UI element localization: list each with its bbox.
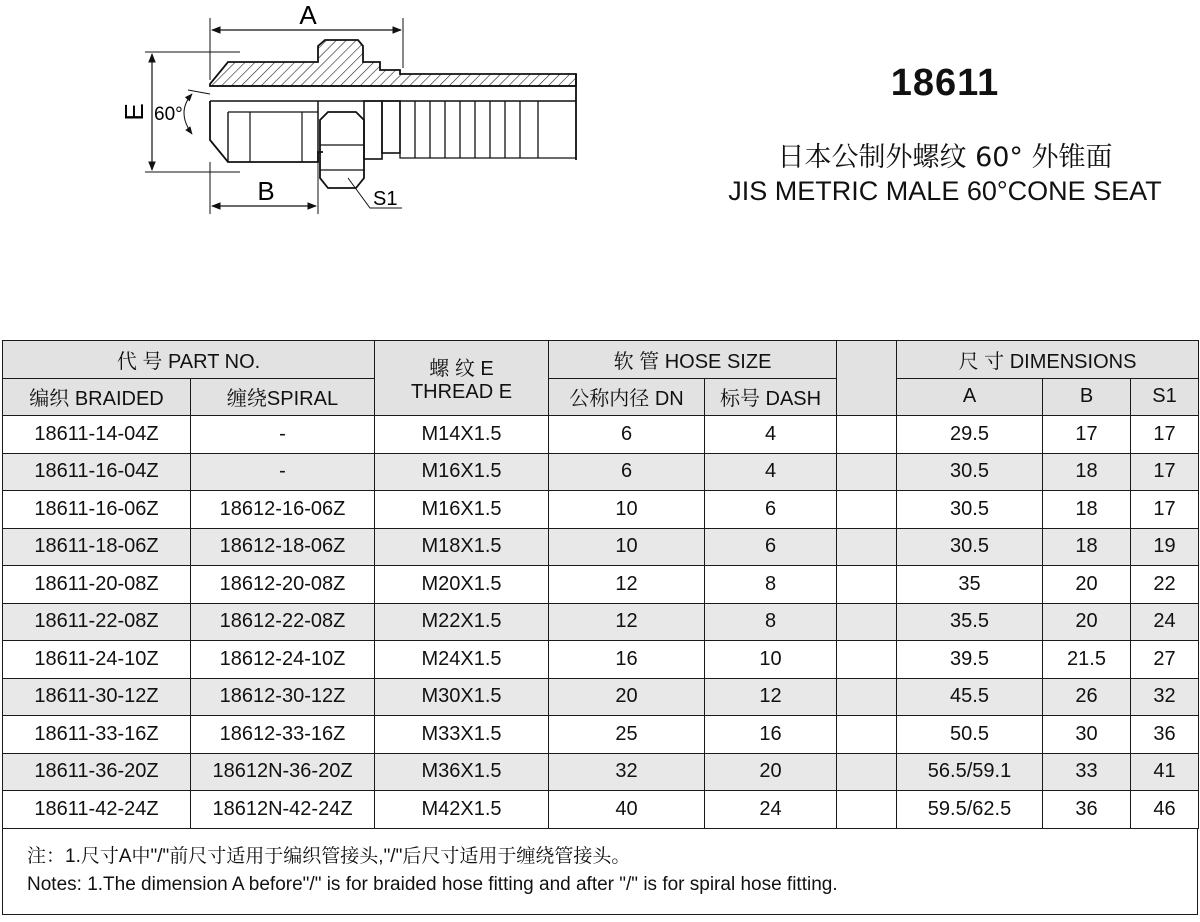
cell-braided: 18611-42-24Z (3, 791, 191, 829)
cell-s1: 41 (1131, 753, 1199, 791)
cell-a: 35 (897, 566, 1043, 604)
cell-spiral: 18612-18-06Z (191, 528, 375, 566)
cell-dash: 10 (705, 641, 837, 679)
cell-spiral: 18612-24-10Z (191, 641, 375, 679)
table-row (3, 791, 1199, 829)
header-spiral: 缠绕SPIRAL (191, 378, 375, 416)
angle-label: 60° (154, 104, 183, 125)
cell-blank (837, 753, 897, 791)
note-chinese: 注：1.尺寸A中"/"前尺寸适用于编织管接头,"/"后尺寸适用于缠绕管接头。 (27, 845, 631, 867)
note-english: Notes: 1.The dimension A before"/" is for braided hose fitting and after "/" is for spiral hose fitting. (27, 873, 838, 895)
cell-thread: M20X1.5 (375, 566, 549, 604)
cell-spiral: - (191, 416, 375, 454)
cell-dash: 24 (705, 791, 837, 829)
cell-braided: 18611-16-06Z (3, 491, 191, 529)
cell-spiral: 18612N-36-20Z (191, 753, 375, 791)
header-hose-size: 软 管 HOSE SIZE (549, 341, 837, 379)
cell-blank (837, 491, 897, 529)
cell-braided: 18611-22-08Z (3, 603, 191, 641)
cell-braided: 18611-30-12Z (3, 678, 191, 716)
header-s1: S1 (1131, 378, 1199, 416)
cell-b: 18 (1043, 491, 1131, 529)
cell-a: 45.5 (897, 678, 1043, 716)
cell-blank (837, 716, 897, 754)
cell-blank (837, 416, 897, 454)
cell-s1: 27 (1131, 641, 1199, 679)
cell-s1: 17 (1131, 491, 1199, 529)
cell-a: 50.5 (897, 716, 1043, 754)
cell-braided: 18611-14-04Z (3, 416, 191, 454)
table-row (3, 716, 1199, 754)
cell-blank (837, 603, 897, 641)
cell-dn: 6 (549, 416, 705, 454)
table-row (3, 453, 1199, 491)
fitting-drawing (0, 0, 620, 240)
cell-braided: 18611-24-10Z (3, 641, 191, 679)
cell-b: 17 (1043, 416, 1131, 454)
notes (2, 829, 1198, 915)
table-row (3, 528, 1199, 566)
barbs (400, 101, 576, 158)
cell-thread: M16X1.5 (375, 491, 549, 529)
cell-s1: 17 (1131, 453, 1199, 491)
table-row (3, 678, 1199, 716)
cell-dash: 6 (705, 491, 837, 529)
cell-braided: 18611-36-20Z (3, 753, 191, 791)
cell-dn: 12 (549, 566, 705, 604)
cell-s1: 24 (1131, 603, 1199, 641)
cell-dash: 4 (705, 453, 837, 491)
cell-thread: M22X1.5 (375, 603, 549, 641)
cell-spiral: 18612N-42-24Z (191, 791, 375, 829)
cell-b: 36 (1043, 791, 1131, 829)
cell-dash: 16 (705, 716, 837, 754)
table-row (3, 491, 1199, 529)
cell-blank (837, 791, 897, 829)
dim-b-label: B (257, 176, 275, 206)
cell-thread: M30X1.5 (375, 678, 549, 716)
title-english: JIS METRIC MALE 60°CONE SEAT (728, 176, 1162, 206)
header-thread (375, 341, 549, 416)
table-row (3, 603, 1199, 641)
cell-a: 35.5 (897, 603, 1043, 641)
cell-s1: 36 (1131, 716, 1199, 754)
title-chinese: 日本公制外螺纹 60° 外锥面 (777, 142, 1113, 173)
cell-b: 18 (1043, 528, 1131, 566)
cell-blank (837, 453, 897, 491)
cell-spiral: 18612-20-08Z (191, 566, 375, 604)
cell-a: 39.5 (897, 641, 1043, 679)
header-part-no: 代 号 PART NO. (3, 341, 375, 379)
header-dimensions: 尺 寸 DIMENSIONS (897, 341, 1199, 379)
header-dn: 公称内径 DN (549, 378, 705, 416)
cell-blank (837, 528, 897, 566)
cell-s1: 17 (1131, 416, 1199, 454)
cell-spiral: 18612-16-06Z (191, 491, 375, 529)
cell-s1: 32 (1131, 678, 1199, 716)
cell-dn: 25 (549, 716, 705, 754)
cell-b: 30 (1043, 716, 1131, 754)
cell-dn: 10 (549, 491, 705, 529)
cell-a: 30.5 (897, 491, 1043, 529)
cell-thread: M33X1.5 (375, 716, 549, 754)
title-block (700, 62, 1190, 207)
cell-blank (837, 678, 897, 716)
cell-dn: 6 (549, 453, 705, 491)
cell-dash: 20 (705, 753, 837, 791)
header-a: A (897, 378, 1043, 416)
cell-spiral: - (191, 453, 375, 491)
spec-table (2, 340, 1199, 829)
cell-dn: 10 (549, 528, 705, 566)
header-thread-cn: 螺 纹 E (429, 358, 494, 380)
table-row (3, 753, 1199, 791)
cell-b: 26 (1043, 678, 1131, 716)
table-row (3, 416, 1199, 454)
model-number: 18611 (890, 62, 1000, 104)
cell-b: 20 (1043, 566, 1131, 604)
cell-thread: M36X1.5 (375, 753, 549, 791)
cell-a: 29.5 (897, 416, 1043, 454)
cell-dn: 40 (549, 791, 705, 829)
cell-b: 18 (1043, 453, 1131, 491)
header-dash: 标号 DASH (705, 378, 837, 416)
spec-table-wrap (2, 340, 1198, 915)
cell-thread: M24X1.5 (375, 641, 549, 679)
cell-blank (837, 566, 897, 604)
cell-braided: 18611-16-04Z (3, 453, 191, 491)
table-row (3, 566, 1199, 604)
cell-b: 20 (1043, 603, 1131, 641)
cell-thread: M18X1.5 (375, 528, 549, 566)
cell-thread: M14X1.5 (375, 416, 549, 454)
cell-dash: 8 (705, 603, 837, 641)
header-braided: 编织 BRAIDED (3, 378, 191, 416)
header-blank (837, 341, 897, 416)
section-hatch (210, 40, 576, 86)
cell-a: 30.5 (897, 453, 1043, 491)
lower-outline (210, 101, 323, 162)
cell-dash: 6 (705, 528, 837, 566)
cell-b: 33 (1043, 753, 1131, 791)
cell-a: 56.5/59.1 (897, 753, 1043, 791)
cell-dn: 16 (549, 641, 705, 679)
cell-dn: 32 (549, 753, 705, 791)
hex-label: S1 (373, 188, 398, 210)
cell-blank (837, 641, 897, 679)
cell-dash: 12 (705, 678, 837, 716)
cell-dash: 4 (705, 416, 837, 454)
dim-a-label: A (299, 0, 317, 30)
cell-b: 21.5 (1043, 641, 1131, 679)
cell-braided: 18611-33-16Z (3, 716, 191, 754)
hex-nut (320, 112, 364, 188)
header-b: B (1043, 378, 1131, 416)
cell-a: 30.5 (897, 528, 1043, 566)
cell-s1: 22 (1131, 566, 1199, 604)
cell-thread: M42X1.5 (375, 791, 549, 829)
dim-e-label: E (119, 103, 149, 121)
cell-s1: 46 (1131, 791, 1199, 829)
cell-braided: 18611-18-06Z (3, 528, 191, 566)
header-thread-en: THREAD E (410, 381, 513, 403)
cell-dn: 20 (549, 678, 705, 716)
cell-dn: 12 (549, 603, 705, 641)
cell-dash: 8 (705, 566, 837, 604)
cell-spiral: 18612-22-08Z (191, 603, 375, 641)
cell-braided: 18611-20-08Z (3, 566, 191, 604)
cell-s1: 19 (1131, 528, 1199, 566)
cell-spiral: 18612-30-12Z (191, 678, 375, 716)
cell-spiral: 18612-33-16Z (191, 716, 375, 754)
cell-a: 59.5/62.5 (897, 791, 1043, 829)
table-row (3, 641, 1199, 679)
cell-thread: M16X1.5 (375, 453, 549, 491)
